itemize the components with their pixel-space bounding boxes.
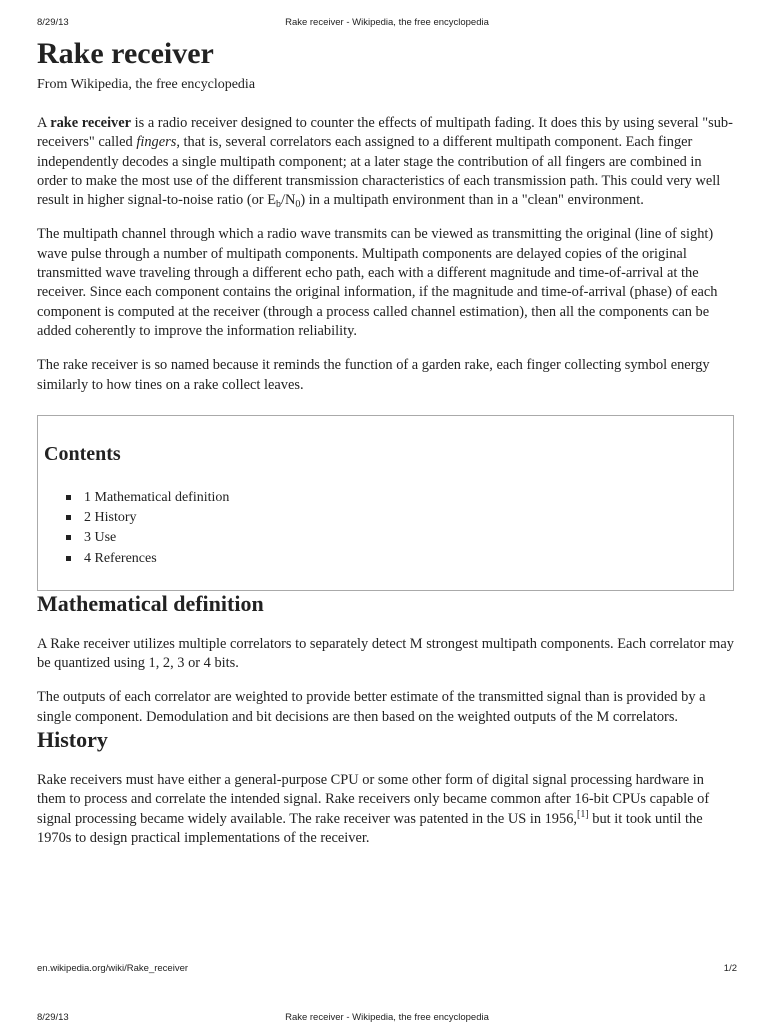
print-page-title: Rake receiver - Wikipedia, the free encyclopedia [285, 17, 489, 28]
print-page-title-next: Rake receiver - Wikipedia, the free encyclopedia [285, 1012, 489, 1023]
intro-paragraph-3: The rake receiver is so named because it reminds the function of a garden rake, each finger collecting symbol energy similarly to how tines on a rake collect leaves. [37, 357, 710, 393]
site-tagline: From Wikipedia, the free encyclopedia [37, 77, 256, 92]
table-of-contents [37, 415, 734, 591]
reference-link-1[interactable]: [1] [577, 808, 589, 820]
intro-paragraph-1: A rake receiver is a radio receiver designed to counter the effects of multipath fading. It does this by using several "sub-receivers" called fingers, that is, several correlators each assigned to a different multipath component. Each finger independently decodes a single multipath component; at a later stage the contribution of all fingers are combined in order to make the most use of the different transmission characteristics of each transmission path. This could very well result in higher signal-to-noise ratio (or $E_b/N_0$) in a multipath environment than in a "clean" environment. [37, 115, 733, 211]
term-italic: fingers [136, 134, 177, 151]
toc-item-references[interactable]: 4 References [66, 549, 229, 569]
print-header [37, 17, 737, 31]
print-footer [37, 963, 737, 977]
toc-item-history[interactable]: 2 History [66, 508, 229, 528]
history-paragraph-1: Rake receivers must have either a general-purpose CPU or some other form of digital signal processing hardware in them to process and correlate the intended signal. Rake receivers only became common after 16-bit CPUs capable of signal processing became widely available. The rake receiver was patented in the US in 1956,[1] but it took until the 1970s to design practical implementations of the receiver. [37, 772, 710, 846]
toc-list [66, 488, 229, 569]
article-content [37, 36, 734, 848]
print-url: en.wikipedia.org/wiki/Rake_receiver [37, 963, 189, 974]
section-heading-mathematical-definition: Mathematical definition [37, 590, 264, 616]
toc-item-mathematical-definition[interactable]: 1 Mathematical definition [66, 488, 229, 508]
intro-paragraph-2: The multipath channel through which a radio wave transmits can be viewed as transmitting the original (line of sight) wave pulse through a number of multipath components. Multipath components are delayed copies of the original transmitted wave traveling through a different echo path, each with a different magnitude and time-of-arrival at the receiver. Since each component contains the original information, if the magnitude and time-of-arrival (phase) of each component is computed at the receiver (through a process called channel estimation), then all the components can be added coherently to improve the information reliability. [37, 226, 718, 339]
page-title: Rake receiver [37, 37, 214, 70]
print-date: 8/29/13 [37, 17, 69, 28]
section-heading-history: History [37, 727, 108, 753]
term-bold: rake receiver [50, 115, 132, 131]
print-page-number: 1/2 [723, 963, 737, 974]
math-paragraph-1: A Rake receiver utilizes multiple correlators to separately detect M strongest multipath components. Each correlator may be quantized using 1, 2, 3 or 4 bits. [37, 635, 734, 672]
print-date-next: 8/29/13 [37, 1012, 69, 1023]
toc-item-use[interactable]: 3 Use [66, 528, 229, 548]
toc-title: Contents [44, 442, 121, 465]
math-paragraph-2: The outputs of each correlator are weighted to provide better estimate of the transmitted signal than is provided by a single component. Demodulation and bit decisions are then based on the weighted outputs of the M correlators. [37, 689, 706, 725]
